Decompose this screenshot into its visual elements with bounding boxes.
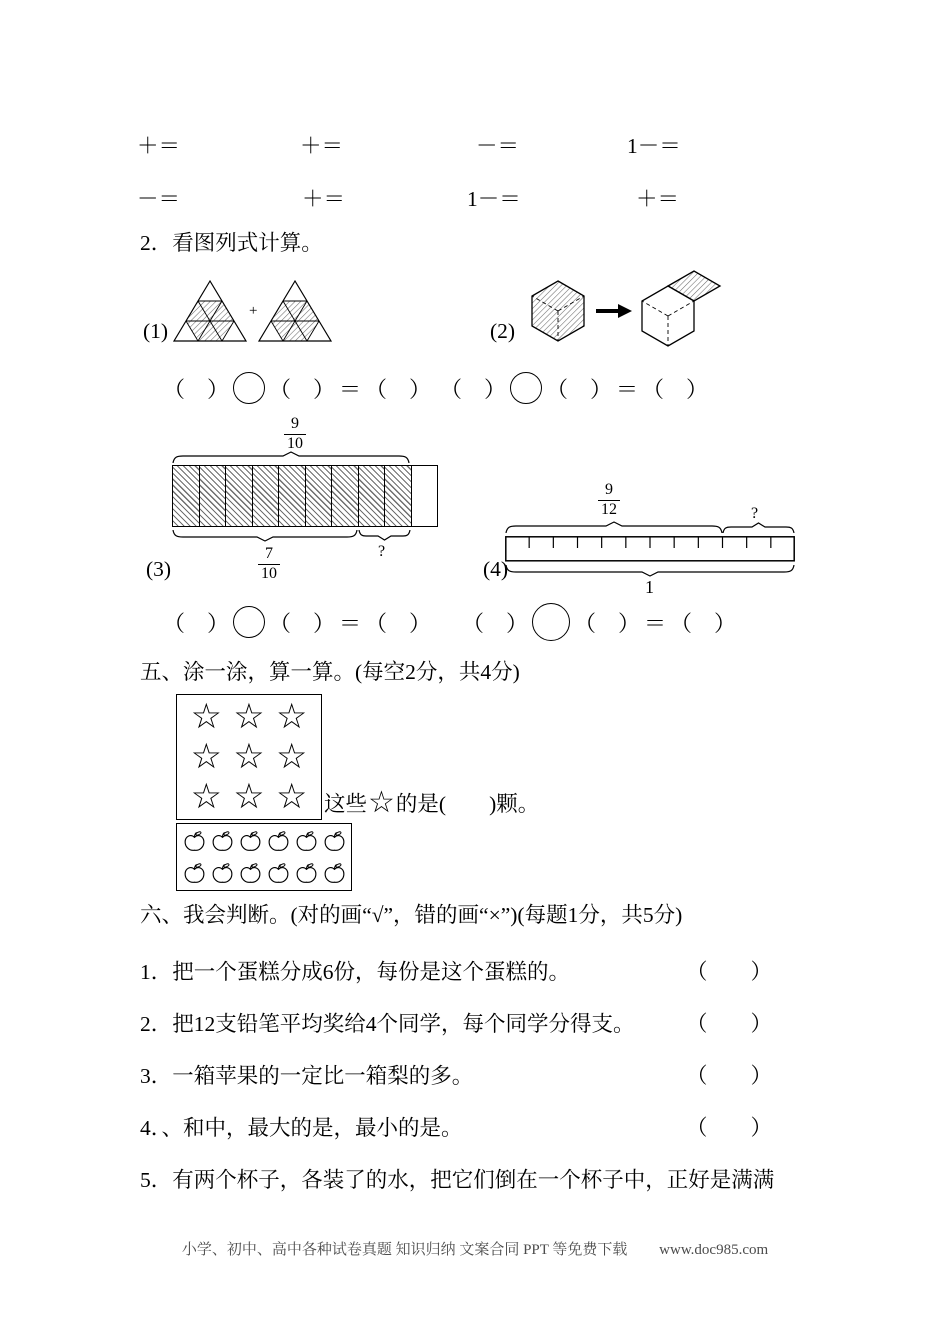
equals-sign: ＝ xyxy=(616,376,639,402)
section-title-five: 五、涂一涂，算一算。(每空2分，共4分) xyxy=(140,660,520,684)
answer-blank: （ ） xyxy=(546,376,613,402)
bar-cell xyxy=(384,466,411,526)
apple-icon xyxy=(182,861,207,886)
star-icon: ☆ xyxy=(275,736,308,777)
section-title-pictorial: 2．看图列式计算。 xyxy=(140,231,323,255)
expression: ＋＝ xyxy=(636,187,680,211)
star-icon: ☆ xyxy=(233,696,265,737)
bar-cell xyxy=(199,466,226,526)
star-caption: 这些 ☆ 的是( )颗。 xyxy=(324,784,540,820)
judge-item-2: 2．把12支铅笔平均奖给4个同学，每个同学分得支。 （ ） xyxy=(140,1007,772,1038)
answer-line-1-left xyxy=(163,372,431,404)
figure2-hexagons xyxy=(518,266,730,354)
brace-under-whole xyxy=(505,565,795,577)
judge-paren: （ ） xyxy=(685,960,772,984)
answer-blank: （ ） xyxy=(269,610,336,636)
equals-sign: ＝ xyxy=(644,610,667,636)
star-icon: ☆ xyxy=(233,776,265,817)
judge-paren: （ ） xyxy=(685,1064,772,1088)
apple-icon xyxy=(238,829,263,854)
fraction-seven-tenths: $\frac{7}{10}$ xyxy=(258,546,280,583)
answer-line-2-right xyxy=(462,603,736,641)
apple-icon xyxy=(322,861,347,886)
expression: 1－＝ xyxy=(627,134,681,158)
ruler-model xyxy=(505,536,795,562)
section-title-six: 六、我会判断。(对的画“√”，错的画“×”)(每题1分，共5分) xyxy=(140,903,683,927)
footer xyxy=(0,1238,950,1259)
bar-cell xyxy=(252,466,279,526)
fraction-nine-twelfths: $\frac{9}{12}$ xyxy=(598,482,620,519)
judge-item-5: 5．有两个杯子，各装了的水，把它们倒在一个杯子中，正好是满满 xyxy=(140,1168,775,1192)
answer-blank: （ ） xyxy=(163,610,230,636)
brace-under-seven-tenths xyxy=(172,530,358,542)
apple-icon xyxy=(182,829,207,854)
bar-cell xyxy=(305,466,332,526)
apple-icon xyxy=(238,861,263,886)
operator-circle xyxy=(532,603,570,641)
judge-paren: （ ） xyxy=(685,1012,772,1036)
apple-icon xyxy=(294,861,319,886)
bar-cell xyxy=(278,466,305,526)
star-icon: ☆ xyxy=(190,696,223,737)
fraction-nine-tenths: $\frac{9}{10}$ xyxy=(284,416,306,453)
expression: 1－＝ xyxy=(467,187,521,211)
star-icon: ☆ xyxy=(190,736,223,777)
figure2-label: (2) xyxy=(490,319,516,343)
answer-blank: （ ） xyxy=(642,376,709,402)
fraction-bar xyxy=(172,465,438,527)
answer-blank: （ ） xyxy=(365,376,432,402)
bar-cell xyxy=(358,466,385,526)
expression: －＝ xyxy=(476,134,520,158)
operator-circle xyxy=(233,372,265,404)
apple-icon xyxy=(266,861,291,886)
answer-line-2-left xyxy=(163,606,431,638)
equals-sign: ＝ xyxy=(339,376,362,402)
arrow-icon xyxy=(596,304,632,318)
bar-cell xyxy=(331,466,358,526)
answer-blank: （ ） xyxy=(269,376,336,402)
expression: ＋＝ xyxy=(300,134,344,158)
figure1-label: (1) xyxy=(143,319,169,343)
figure1-triangles xyxy=(170,279,336,345)
expression: ＋＝ xyxy=(137,134,181,158)
apple-icon xyxy=(322,829,347,854)
footer-text: 小学、初中、高中各种试卷真题 知识归纳 文案合同 PPT 等免费下载 xyxy=(181,1242,628,1258)
apple-icon xyxy=(210,829,235,854)
judge-item-1: 1．把一个蛋糕分成6份，每份是这个蛋糕的。 （ ） xyxy=(140,955,772,986)
star-icon: ☆ xyxy=(233,736,265,777)
expression: ＋＝ xyxy=(302,187,346,211)
brace-under-question xyxy=(358,530,411,542)
figure3-label: (3) xyxy=(146,557,172,581)
star-icon: ☆ xyxy=(275,696,308,737)
apple-icon xyxy=(294,829,319,854)
shaded-region xyxy=(186,301,234,321)
brace-over-question xyxy=(722,521,795,533)
whole-label: 1 xyxy=(645,577,654,597)
answer-blank: （ ） xyxy=(365,610,432,636)
bar-cell xyxy=(225,466,252,526)
brace-over-nine-twelfths xyxy=(505,521,723,533)
apple-icon xyxy=(266,829,291,854)
answer-line-1-right xyxy=(440,372,708,404)
star-icon: ☆ xyxy=(368,784,395,820)
bar-cell xyxy=(173,466,199,526)
equals-sign: ＝ xyxy=(339,610,362,636)
answer-blank: （ ） xyxy=(574,610,641,636)
answer-blank: （ ） xyxy=(163,376,230,402)
expression: －＝ xyxy=(137,187,181,211)
answer-blank: （ ） xyxy=(670,610,737,636)
figure4-label: (4) xyxy=(483,557,509,581)
answer-blank: （ ） xyxy=(462,610,529,636)
star-grid xyxy=(176,694,322,820)
operator-circle xyxy=(233,606,265,638)
star-icon: ☆ xyxy=(190,776,223,817)
question-mark: ? xyxy=(378,543,386,560)
apple-icon xyxy=(210,861,235,886)
judge-item-4: 4．、和中，最大的是，最小的是。 （ ） xyxy=(140,1111,772,1142)
footer-url: www.doc985.com xyxy=(659,1242,769,1258)
answer-blank: （ ） xyxy=(440,376,507,402)
apple-grid xyxy=(176,823,352,891)
judge-item-3: 3．一箱苹果的一定比一箱梨的多。 （ ） xyxy=(140,1059,772,1090)
plus-sign: + xyxy=(249,303,258,319)
judge-paren: （ ） xyxy=(685,1116,772,1140)
operator-circle xyxy=(510,372,542,404)
bar-cell xyxy=(411,466,438,526)
star-icon: ☆ xyxy=(275,776,308,817)
brace-over-nine-tenths xyxy=(172,451,410,463)
question-mark: ? xyxy=(751,505,759,522)
